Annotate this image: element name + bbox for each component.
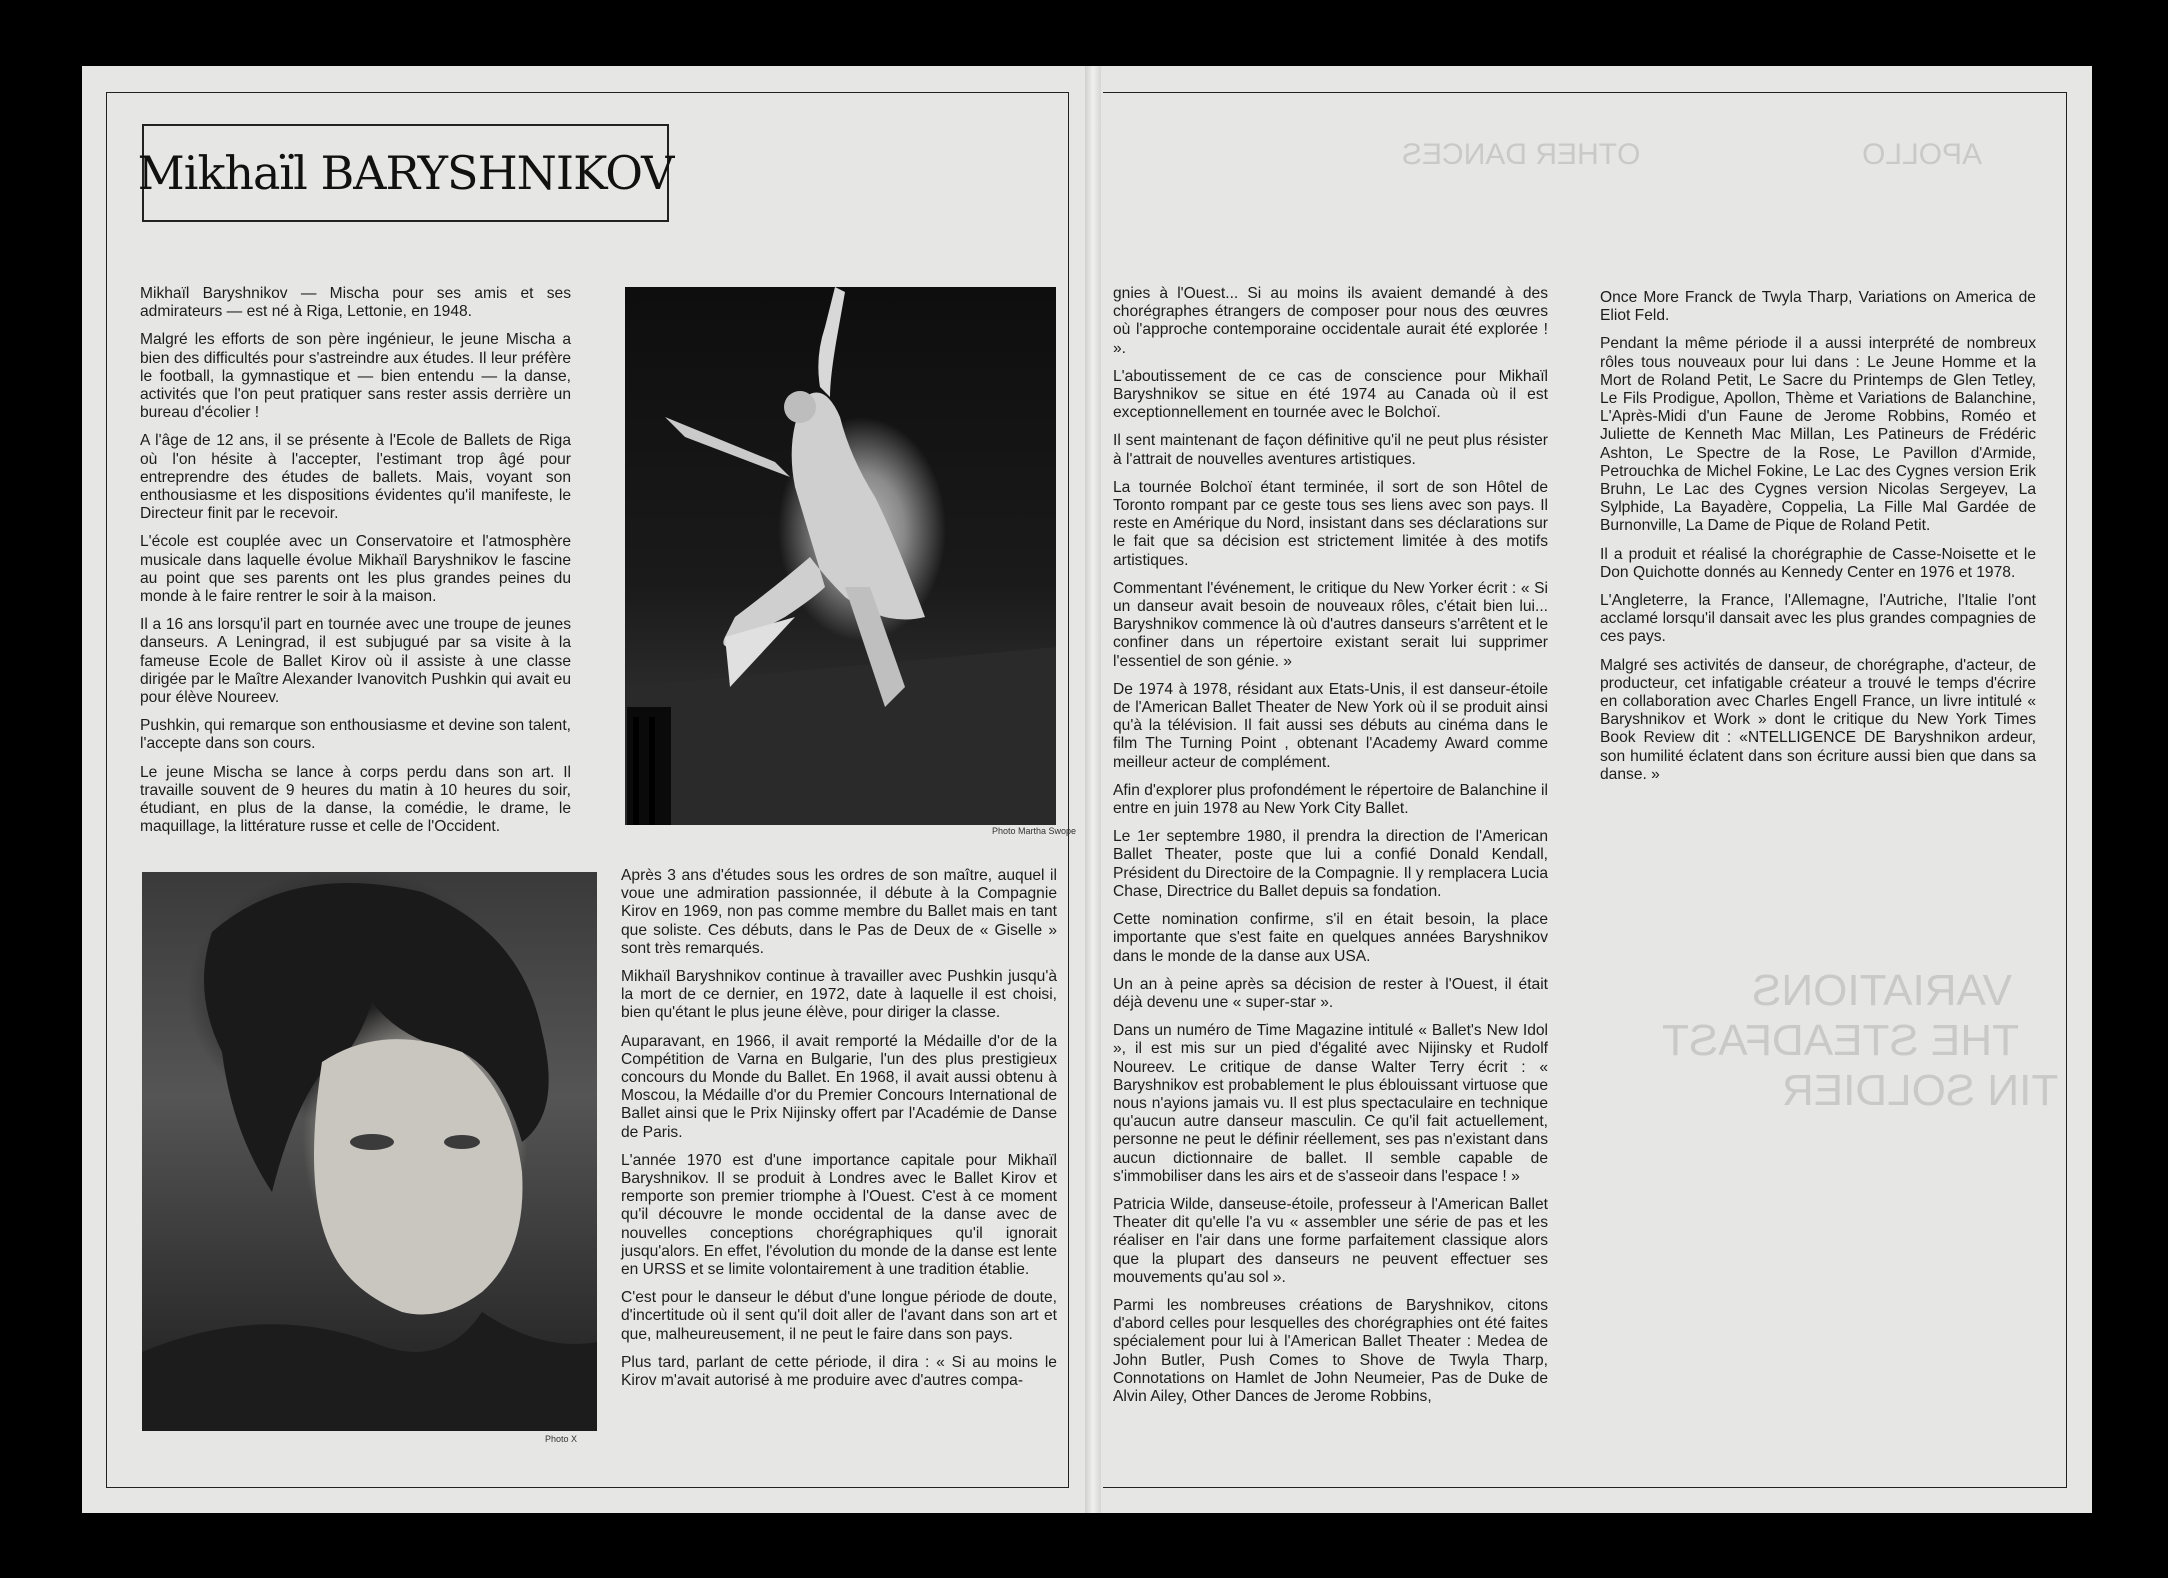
paragraph: L'année 1970 est d'une importance capitale pour Mikhaïl Baryshnikov. Il se produit à Londres avec le Ballet Kirov et remporte son premier triomphe à l'Ouest. C'est à ce moment qu'il découvre le monde occidental de la danse avec de nouvelles conceptions chorégraphiques qu'il ignorait jusqu'alors. En effet, l'évolution du monde de la danse est lente en URSS et se limite volontairement à une tradition établie. bbox=[621, 1151, 1057, 1279]
paragraph: L'aboutissement de ce cas de conscience pour Mikhaïl Baryshnikov se situe en été 1974 au Canada où il est exceptionnellement en tournée avec le Bolchoï. bbox=[1113, 367, 1548, 422]
paragraph: La tournée Bolchoï étant terminée, il sort de son Hôtel de Toronto rompant par ce geste tous ses liens avec son pays. Il reste en Amérique du Nord, insistant dans ses déclarations sur le fait que sa décision est strictement limitée à des motifs artistiques. bbox=[1113, 478, 1548, 569]
paragraph: gnies à l'Ouest... Si au moins ils avaient demandé à des chorégraphes étrangers de composer pour nous des œuvres où l'approche contemporaine occidentale aurait été explorée ! ». bbox=[1113, 285, 1548, 357]
text-column-2 bbox=[621, 867, 1057, 1400]
paragraph: Le 1er septembre 1980, il prendra la direction de l'American Ballet Theater, poste que lui a confié Donald Kendall, Président du Directoire de la Compagnie. Il y remplacera Lucia Chase, Directrice du Ballet depuis sa fondation. bbox=[1113, 828, 1548, 900]
paragraph: Malgré ses activités de danseur, de chorégraphe, d'acteur, de producteur, cet infatigable créateur a trouvé le temps d'écrire en collaboration avec Charles Engell France, un livre intitulé « Baryshnikov et Work » dont le critique du New York Times Book Review dit : «NTELLIGENCE DE Baryshnikon ardeur, son humilité éclatent dans son écriture aussi bien que dans sa danse. » bbox=[1600, 656, 2036, 783]
ghost-heading-variations: VARIATIONS bbox=[1752, 966, 2012, 1015]
dancer-leap-image bbox=[625, 287, 1056, 825]
paragraph: A l'âge de 12 ans, il se présente à l'Ecole de Ballets de Riga où l'on hésite à l'accepter, l'estimant trop âgé pour entreprendre des études de ballets. Mais, voyant son enthousiasme et les dispositions évidentes qu'il manifeste, le Directeur finit par le recevoir. bbox=[140, 432, 571, 523]
ghost-heading-steadfast: THE STEADFAST bbox=[1662, 1016, 2019, 1065]
paragraph: Pushkin, qui remarque son enthousiasme et devine son talent, l'accepte dans son cours. bbox=[140, 717, 571, 753]
paragraph: Patricia Wilde, danseuse-étoile, professeur à l'American Ballet Theater dit qu'elle l'a vu « assembler une série de pas et les réaliser en l'air dans une forme parfaitement classique alors que la plupart des danseurs ne peuvent effectuer ses mouvements qu'au sol ». bbox=[1113, 1195, 1548, 1286]
title-box bbox=[137, 124, 674, 222]
paragraph: Afin d'explorer plus profondément le répertoire de Balanchine il entre en juin 1978 au New York City Ballet. bbox=[1113, 781, 1548, 818]
paragraph: Il a 16 ans lorsqu'il part en tournée avec une troupe de jeunes danseurs. A Leningrad, il est subjugué par sa visite à la fameuse Ecole de Ballet Kirov où il assiste à une classe dirigée par le Maître Alexander Ivanovitch Pushkin qui avait eu pour élève Noureev. bbox=[140, 616, 571, 707]
ghost-heading-apollo: APOLLO bbox=[1862, 138, 1983, 171]
paragraph: Un an à peine après sa décision de rester à l'Ouest, il était déjà devenu une « super-star ». bbox=[1113, 975, 1548, 1011]
paragraph: Once More Franck de Twyla Tharp, Variations on America de Eliot Feld. bbox=[1600, 289, 2036, 325]
portrait-photo bbox=[142, 872, 597, 1431]
paragraph: Pendant la même période il a aussi interprété de nombreux rôles tous nouveaux pour lui dans : Le Jeune Homme et la Mort de Roland Petit, Le Sacre du Printemps de Glen Tetley, Le Fils Prodigue, Apollon, Thème et Variations de Balanchine, L'Après-Midi d'un Faune de Jerome Robbins, Roméo et Juliette de Kenneth Mac Millan, Les Patineurs de Frédéric Ashton, Le Spectre de la Rose, Le Pavillon d'Armide, Petrouchka de Michel Fokine, Le Lac des Cygnes version Erik Bruhn, Le Lac des Cygnes version Nicolas Sergeyev, La Sylphide, La Bayadère, Coppelia, La Fille Mal Gardée de Burnonville, La Dame de Pique de Roland Petit. bbox=[1600, 335, 2036, 535]
paragraph: Il a produit et réalisé la chorégraphie de Casse-Noisette et le Don Quichotte donnés au Kennedy Center en 1976 et 1978. bbox=[1600, 545, 2036, 581]
paragraph: Parmi les nombreuses créations de Baryshnikov, citons d'abord celles pour lesquelles des chorégraphies ont été faites spécialement pour lui à l'American Ballet Theater : Medea de John Butler, Push Comes to Shove de Twyla Tharp, Connotations on Hamlet de John Neumeier, Pas de Duke de Alvin Ailey, Other Dances de Jerome Robbins, bbox=[1113, 1296, 1548, 1405]
brochure-spread bbox=[82, 66, 2092, 1513]
paragraph: Mikhaïl Baryshnikov continue à travailler avec Pushkin jusqu'à la mort de ce dernier, en 1972, date à laquelle il est choisi, bien qu'étant le plus jeune élève, pour diriger la classe. bbox=[621, 968, 1057, 1022]
paragraph: Mikhaïl Baryshnikov — Mischa pour ses amis et ses admirateurs — est né à Riga, Lettonie, en 1948. bbox=[140, 285, 571, 321]
paragraph: Plus tard, parlant de cette période, il dira : « Si au moins le Kirov m'avait autorisé à me produire avec d'autres compa- bbox=[621, 1353, 1057, 1390]
paragraph: L'Angleterre, la France, l'Allemagne, l'Autriche, l'Italie l'ont acclamé lorsqu'il dansait avec les plus grandes compagnies de ces pays. bbox=[1600, 592, 2036, 646]
portrait-image bbox=[142, 872, 597, 1431]
center-fold bbox=[1085, 66, 1101, 1513]
paragraph: Malgré les efforts de son père ingénieur, le jeune Mischa a bien des difficultés pour s'astreindre aux études. Il leur préfère le football, la gymnastique et — bien entendu — la danse, activités que l'on peut pratiquer sans rester assis derrière un bureau d'écolier ! bbox=[140, 331, 571, 422]
paragraph: Dans un numéro de Time Magazine intitulé « Ballet's New Idol », il est mis sur un pied d'égalité avec Nijinsky et Rudolf Noureev. Le critique de danse Walter Terry écrit : « Baryshnikov est probablement le plus éblouissant virtuose que nous n'ayions jamais vu. Il est plus spectaculaire en technique qu'aucun autre danseur masculin. Ce qu'il fait actuellement, personne ne peut le définir réellement, ses pas n'existant dans aucun dictionnaire de ballet. Il semble capable de s'immobiliser dans les airs et de s'asseoir dans l'espace ! » bbox=[1113, 1022, 1548, 1185]
dancer-leap-photo bbox=[625, 287, 1056, 825]
paragraph: Commentant l'événement, le critique du New Yorker écrit : « Si un danseur avait besoin de nouveaux rôles, c'était bien lui... Baryshnikov commence là où d'autres danseurs s'arrêtent et le confiner dans un répertoire existant serait lui supprimer l'essentiel de son génie. » bbox=[1113, 579, 1548, 670]
ghost-heading-other: OTHER DANCES bbox=[1402, 138, 1641, 171]
paragraph: Le jeune Mischa se lance à corps perdu dans son art. Il travaille souvent de 9 heures du matin à 10 heures du soir, étudiant, en plus de la danse, la comédie, le drame, le maquillage, la littérature russe et celle de l'Occident. bbox=[140, 763, 571, 836]
paragraph: Auparavant, en 1966, il avait remporté la Médaille d'or de la Compétition de Varna en Bulgarie, l'un des plus prestigieux concours du Monde du Ballet. En 1968, il avait aussi obtenu à Moscou, la Médaille d'or du Premier Concours International de Ballet ainsi que le Prix Nijinsky offert par l'Académie de Danse de Paris. bbox=[621, 1032, 1057, 1141]
text-column-4 bbox=[1600, 289, 2036, 794]
paragraph: L'école est couplée avec un Conservatoire et l'atmosphère musicale dans laquelle évolue Mikhaïl Baryshnikov le fascine au point que ses parents ont les plus grandes peines du monde à le faire rentrer le soir à la maison. bbox=[140, 533, 571, 606]
paragraph: Cette nomination confirme, s'il en était besoin, la place importante que s'est faite en quelques années Baryshnikov dans le monde de la danse aux USA. bbox=[1113, 911, 1548, 965]
paragraph: C'est pour le danseur le début d'une longue période de doute, d'incertitude où il sent qu'il doit aller de l'avant dans son art et que, malheureusement, il ne peut le faire dans son pays. bbox=[621, 1289, 1057, 1343]
ghost-heading-soldier: TIN SOLDIER bbox=[1782, 1066, 2059, 1115]
paragraph: Après 3 ans d'études sous les ordres de son maître, auquel il voue une admiration passionnée, il débute à la Compagnie Kirov en 1969, non pas comme membre du Ballet mais en tant que soliste. Ces débuts, dans le Pas de Deux de « Giselle » sont très remarqués. bbox=[621, 867, 1057, 957]
text-column-3 bbox=[1113, 285, 1548, 1416]
text-column-1 bbox=[140, 285, 571, 846]
paragraph: Il sent maintenant de façon définitive qu'il ne peut plus résister à l'attrait de nouvelles aventures artistiques. bbox=[1113, 432, 1548, 468]
photo-credit: Photo Martha Swope bbox=[992, 826, 1077, 836]
paragraph: De 1974 à 1978, résidant aux Etats-Unis, il est danseur-étoile de l'American Ballet Theater de New York où il se produit ainsi qu'à la télévision. Il fait aussi ses débuts au cinéma dans le film The Turning Point , obtenant l'Academy Award comme meilleur acteur de complément. bbox=[1113, 680, 1548, 771]
page-title: Mikhaïl BARYSHNIKOV bbox=[137, 146, 674, 200]
photo-credit: Photo X bbox=[545, 1434, 578, 1444]
